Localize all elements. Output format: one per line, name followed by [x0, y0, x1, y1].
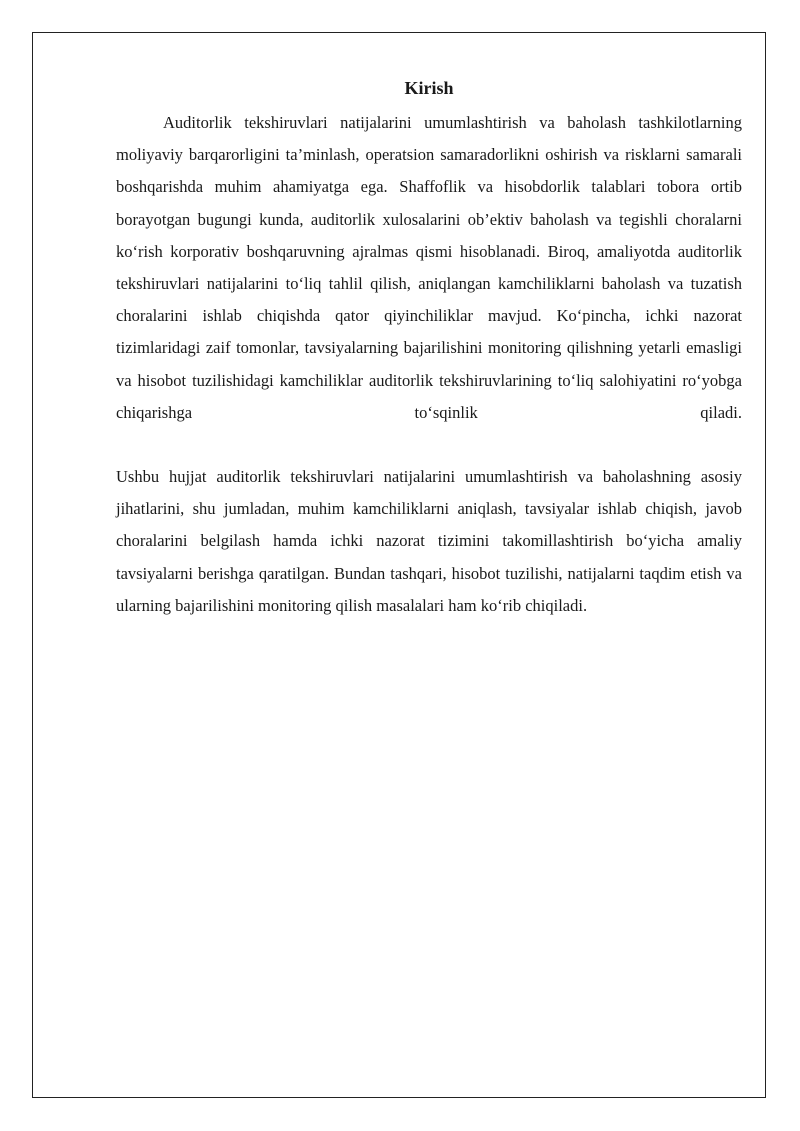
paragraph-purpose: Ushbu hujjat auditorlik tekshiruvlari natijalarini umumlashtirish va baholashning asosiy jihatlarini, shu jumladan, muhim kamchiliklarni aniqlash, tavsiyalar ishlab chiqish, javob choralarini belgilash hamda ichki nazorat tizimini takomillashtirish bo‘yicha amaliy tavsiyalarni berishga qaratilgan. Bundan tashqari, hisobot tuzilishi, natijalarni taqdim etish va ularning bajarilishini monitoring qilish masalalari ham ko‘rib chiqiladi. — [116, 467, 742, 615]
document-title: Kirish — [404, 78, 454, 98]
paragraph-introduction: Auditorlik tekshiruvlari natijalarini umumlashtirish va baholash tashkilotlarning moliyaviy barqarorligini ta’minlash, operatsion samaradorlikni oshirish va risklarni samarali boshqarishda muhim ahamiyatga ega. Shaffoflik va hisobdorlik talablari tobora ortib borayotgan bugungi kunda, auditorlik xulosalarini ob’ektiv baholash va tegishli choralarni ko‘rish korporativ boshqaruvning ajralmas qismi hisoblanadi. Biroq, amaliyotda auditorlik tekshiruvlari natijalarini to‘liq tahlil qilish, aniqlangan kamchiliklarni baholash va tuzatish choralarini ishlab chiqishda qator qiyinchiliklar mavjud. Ko‘pincha, ichki nazorat tizimlaridagi zaif tomonlar, tavsiyalarning bajarilishini monitoring qilishning yetarli emasligi va hisobot tuzilishidagi kamchiliklar auditorlik tekshiruvlarining to‘liq salohiyatini ro‘yobga chiqarishga to‘sqinlik qiladi. — [116, 113, 742, 422]
document-body — [116, 76, 742, 622]
